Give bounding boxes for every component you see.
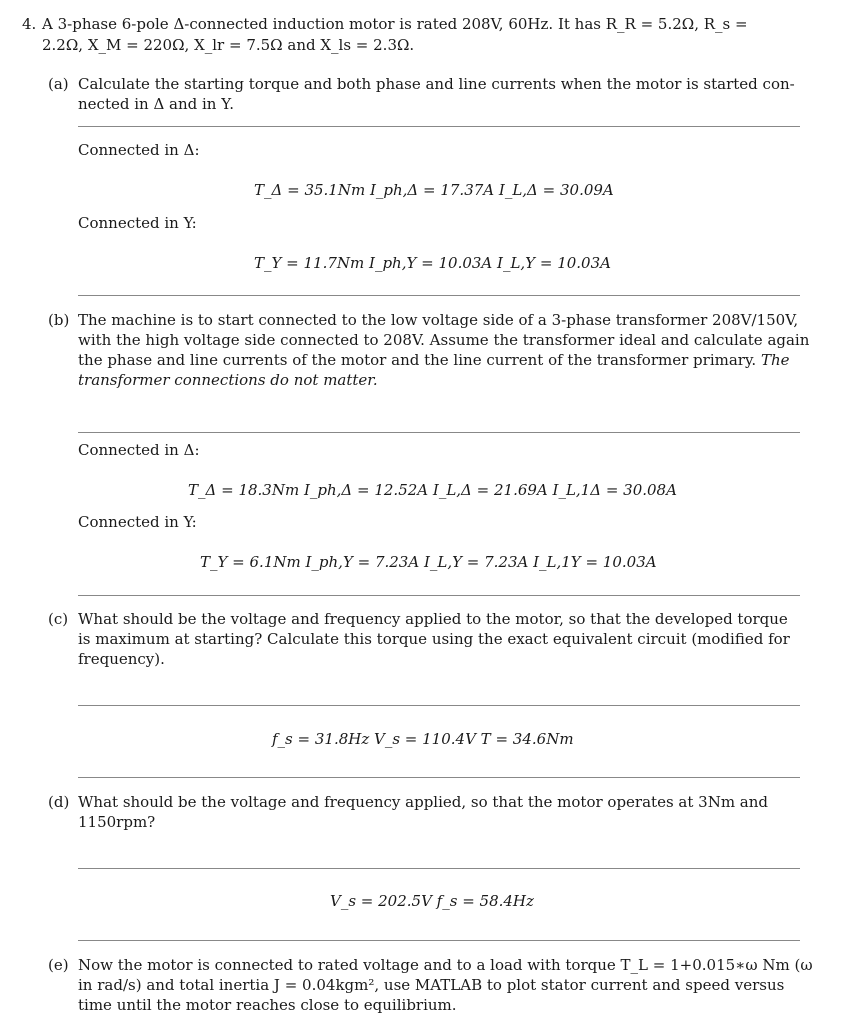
part-b-question-line-1: The machine is to start connected to the low voltage side of a 3-phase transformer 208V/150V, [78, 311, 799, 329]
problem-number: 4. [22, 15, 37, 33]
part-e-question-line-2: in rad/s) and total inertia J = 0.04kgm², use MATLAB to plot stator current and speed versus [78, 976, 785, 994]
answer-divider [78, 777, 800, 778]
part-c-question-line-1: What should be the voltage and frequency applied to the motor, so that the developed torque [78, 610, 788, 628]
part-c-label: (c) [48, 610, 69, 628]
part-a-question-line-1: Calculate the starting torque and both phase and line currents when the motor is started con- [78, 75, 795, 93]
problem-statement-line-2: 2.2Ω, X_M = 220Ω, X_lr = 7.5Ω and X_ls = 2.3Ω. [42, 36, 415, 54]
answer-divider [78, 705, 800, 706]
part-e-label: (e) [48, 956, 69, 974]
part-d-label: (d) [48, 793, 70, 811]
part-c-question-line-3: frequency). [78, 650, 165, 668]
part-a-y-answer: T_Y = 11.7Nm I_ph,Y = 10.03A I_L,Y = 10.03A [254, 254, 611, 272]
part-b-label: (b) [48, 311, 70, 329]
answer-divider [78, 868, 800, 869]
part-b-delta-heading: Connected in Δ: [78, 441, 200, 459]
part-a-y-heading: Connected in Y: [78, 214, 197, 232]
answer-divider [78, 126, 800, 127]
answer-divider [78, 940, 800, 941]
part-e-question-line-1: Now the motor is connected to rated voltage and to a load with torque T_L = 1+0.015∗ω Nm (ω [78, 956, 813, 974]
part-d-answer: V_s = 202.5V f_s = 58.4Hz [330, 892, 534, 910]
part-a-question-line-2: nected in Δ and in Y. [78, 95, 234, 113]
part-d-question-line-1: What should be the voltage and frequency applied, so that the motor operates at 3Nm and [78, 793, 769, 811]
part-b-question-line-4: transformer connections do not matter. [78, 371, 378, 389]
part-d-question-line-2: 1150rpm? [78, 813, 156, 831]
part-a-label: (a) [48, 75, 69, 93]
part-b-y-answer: T_Y = 6.1Nm I_ph,Y = 7.23A I_L,Y = 7.23A I_L,1Y = 10.03A [200, 553, 657, 571]
part-b-question-line-2: with the high voltage side connected to 208V. Assume the transformer ideal and calculate again [78, 331, 810, 349]
part-b-question-line-3-italic: The [760, 351, 790, 369]
part-e-question-line-3: time until the motor reaches close to equilibrium. [78, 996, 457, 1014]
answer-divider [78, 295, 800, 296]
part-b-question-line-3 [78, 350, 790, 370]
part-c-question-line-2: is maximum at starting? Calculate this torque using the exact equivalent circuit (modified for [78, 630, 790, 648]
problem-statement-line-1: A 3-phase 6-pole Δ-connected induction motor is rated 208V, 60Hz. It has R_R = 5.2Ω, R_s = [42, 15, 748, 33]
part-c-answer: f_s = 31.8Hz V_s = 110.4V T = 34.6Nm [272, 730, 574, 748]
answer-divider [78, 432, 800, 433]
part-b-question-line-3-text: the phase and line currents of the motor and the line current of the transformer primary. [78, 351, 757, 369]
part-b-y-heading: Connected in Y: [78, 513, 197, 531]
part-b-delta-answer: T_Δ = 18.3Nm I_ph,Δ = 12.52A I_L,Δ = 21.69A I_L,1Δ = 30.08A [188, 481, 677, 499]
part-a-delta-answer: T_Δ = 35.1Nm I_ph,Δ = 17.37A I_L,Δ = 30.09A [254, 181, 614, 199]
answer-divider [78, 595, 800, 596]
part-a-delta-heading: Connected in Δ: [78, 141, 200, 159]
